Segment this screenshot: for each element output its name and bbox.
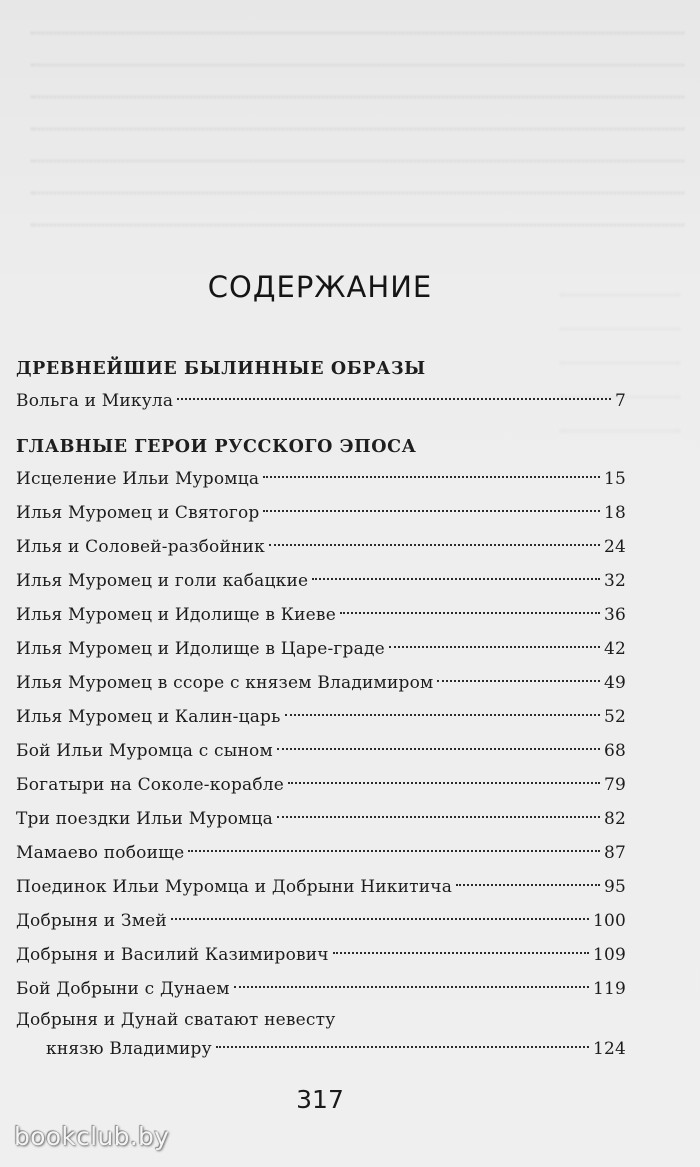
dot-leader	[340, 612, 600, 614]
dot-leader	[277, 816, 600, 818]
toc-page-number: 42	[603, 639, 626, 659]
dot-leader	[177, 398, 611, 400]
toc-entry	[16, 632, 626, 666]
bleed-through-text	[20, 10, 690, 234]
toc-entry-title: Вольга и Микула	[16, 391, 174, 411]
toc-page-number: 24	[603, 537, 626, 557]
toc-page-number: 68	[603, 741, 626, 761]
dot-leader	[277, 748, 600, 750]
toc-page-number: 36	[603, 605, 626, 625]
toc-entry	[16, 938, 626, 972]
section-heading: ДРЕВНЕЙШИЕ БЫЛИННЫЕ ОБРАЗЫ	[16, 359, 426, 379]
dot-leader	[285, 714, 600, 716]
toc-entry	[16, 1006, 626, 1034]
toc-entry-title: Бой Добрыни с Дунаем	[16, 979, 230, 999]
toc-entry-title: Исцеление Ильи Муромца	[16, 469, 260, 489]
dot-leader	[269, 544, 600, 546]
toc-page-number: 95	[603, 877, 626, 897]
toc-entry-title: Илья Муромец и Святогор	[16, 503, 260, 523]
toc-entry	[16, 598, 626, 632]
toc-page-number: 119	[592, 979, 626, 999]
dot-leader	[456, 884, 600, 886]
page-number: 317	[296, 1085, 344, 1114]
dot-leader	[333, 952, 589, 954]
toc-entry-title: Илья и Соловей-разбойник	[16, 537, 265, 557]
toc-entry-title: Илья Муромец в ссоре с князем Владимиром	[16, 673, 434, 693]
toc-entry	[16, 564, 626, 598]
toc-entry-title: Илья Муромец и голи кабацкие	[16, 571, 309, 591]
toc-page-number: 109	[592, 945, 626, 965]
toc-entry-title: Богатыри на Соколе-корабле	[16, 775, 285, 795]
toc-entry	[16, 530, 626, 564]
table-of-contents	[16, 354, 626, 1064]
toc-entry-title: Поединок Ильи Муромца и Добрыни Никитича	[16, 877, 453, 897]
toc-entry	[16, 496, 626, 530]
toc-entry-title: Бой Ильи Муромца с сыном	[16, 741, 273, 761]
dot-leader	[171, 918, 589, 920]
toc-page-number: 79	[603, 775, 626, 795]
toc-entry-title: Илья Муромец и Идолище в Киеве	[16, 605, 336, 625]
dot-leader	[263, 476, 600, 478]
toc-page-number: 87	[603, 843, 626, 863]
toc-entry	[16, 734, 626, 768]
dot-leader	[234, 986, 589, 988]
dot-leader	[263, 510, 599, 512]
toc-entry	[16, 972, 626, 1006]
toc-entry	[16, 768, 626, 802]
dot-leader	[288, 782, 600, 784]
toc-page-number: 49	[603, 673, 626, 693]
toc-page-number: 124	[592, 1039, 626, 1059]
dot-leader	[216, 1046, 589, 1048]
toc-page-number: 52	[603, 707, 626, 727]
toc-entry	[16, 904, 626, 938]
toc-entry-title: Илья Муромец и Идолище в Царе-граде	[16, 639, 385, 659]
toc-entry-title: Добрыня и Дунай сватают невесту	[16, 1010, 336, 1030]
toc-page-number: 7	[614, 391, 626, 411]
toc-entry	[16, 666, 626, 700]
toc-page-number: 15	[603, 469, 626, 489]
toc-page-number: 18	[603, 503, 626, 523]
toc-entry-title: Мамаево побоище	[16, 843, 185, 863]
section-heading: ГЛАВНЫЕ ГЕРОИ РУССКОГО ЭПОСА	[16, 437, 417, 457]
toc-entry	[16, 802, 626, 836]
toc-entry-title-continued: князю Владимиру	[46, 1039, 212, 1059]
toc-page-number: 32	[603, 571, 626, 591]
toc-entry	[16, 384, 626, 418]
toc-entry	[16, 836, 626, 870]
toc-entry-title: Добрыня и Василий Казимирович	[16, 945, 329, 965]
toc-page-number: 100	[592, 911, 626, 931]
dot-leader	[389, 646, 600, 648]
toc-entry-continuation	[16, 1034, 626, 1064]
page-title: СОДЕРЖАНИЕ	[207, 270, 433, 304]
dot-leader	[188, 850, 600, 852]
watermark-logo: bookclub.by	[14, 1122, 170, 1151]
toc-entry	[16, 700, 626, 734]
toc-entry	[16, 462, 626, 496]
toc-entry-title: Добрыня и Змей	[16, 911, 167, 931]
toc-entry-title: Илья Муромец и Калин-царь	[16, 707, 281, 727]
dot-leader	[312, 578, 600, 580]
toc-page-number: 82	[603, 809, 626, 829]
dot-leader	[437, 680, 600, 682]
toc-entry	[16, 870, 626, 904]
toc-entry-title: Три поездки Ильи Муромца	[16, 809, 273, 829]
